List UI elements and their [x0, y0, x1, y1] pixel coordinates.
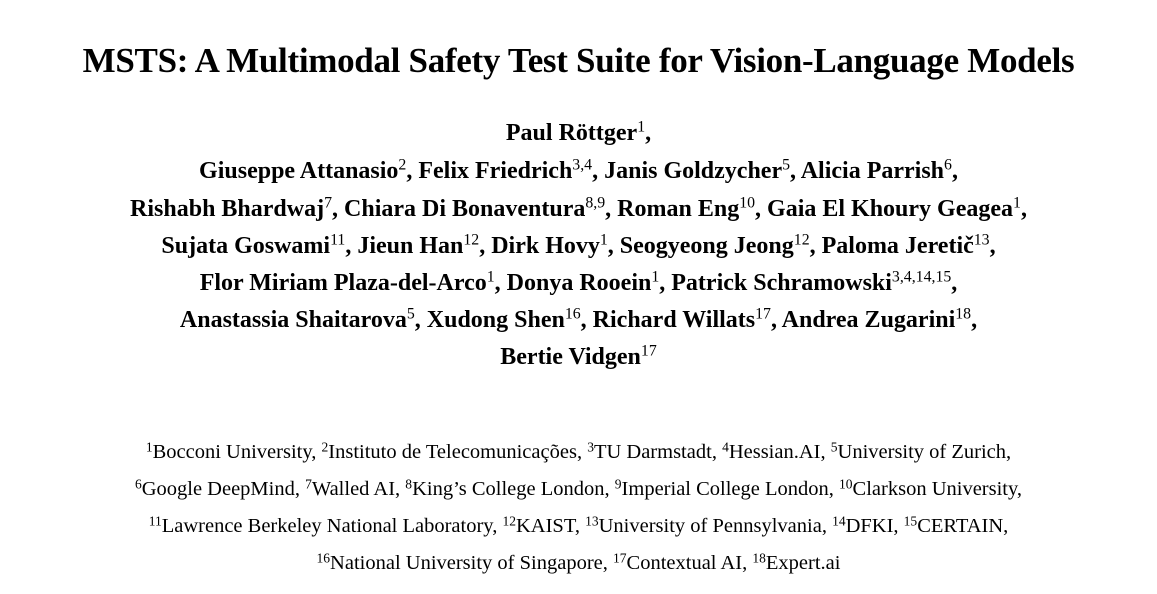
- affiliation-number: 1: [145, 439, 153, 455]
- author-affiliation-marker: 1: [637, 118, 646, 136]
- affiliation-separator: ,: [1016, 478, 1023, 500]
- affiliation-number: 5: [830, 439, 838, 455]
- author-name: Jieun Han: [357, 233, 464, 259]
- author-line: [0, 152, 1157, 190]
- author-name: Paul Röttger: [505, 120, 638, 146]
- affiliation-name: University of Pennsylvania: [598, 515, 822, 537]
- affiliation-separator: ,: [602, 552, 614, 574]
- author-affiliation-marker: 13: [973, 231, 990, 249]
- affiliation-name: Lawrence Berkeley National Laboratory: [161, 515, 493, 537]
- affiliation-number: 2: [321, 439, 329, 455]
- author-separator: ,: [951, 158, 958, 184]
- affiliation-name: National University of Singapore: [330, 552, 603, 574]
- author-name: Felix Friedrich: [418, 158, 573, 184]
- affiliation-number: 4: [722, 439, 729, 455]
- affiliation-number: 9: [614, 476, 622, 492]
- author-affiliation-marker: 2: [398, 156, 407, 174]
- author-affiliation-marker: 12: [463, 231, 480, 249]
- author-affiliation-marker: 10: [739, 194, 756, 212]
- affiliation-number: 17: [613, 550, 627, 566]
- affiliation-separator: ,: [294, 478, 306, 500]
- author-name: Gaia El Khoury Geagea: [767, 196, 1014, 222]
- author-affiliation-marker: 8,9: [585, 194, 606, 212]
- affiliation-separator: ,: [576, 441, 588, 463]
- author-name: Chiara Di Bonaventura: [344, 196, 586, 222]
- author-affiliation-marker: 1: [599, 231, 608, 249]
- affiliation-name: DFKI: [845, 515, 894, 537]
- author-line: [0, 265, 1157, 302]
- affiliation-line: [0, 545, 1157, 582]
- author-affiliation-marker: 1: [486, 268, 495, 286]
- author-affiliation-marker: 3,4,14,15: [891, 268, 952, 286]
- affiliation-name: Walled AI: [311, 478, 396, 500]
- affiliation-number: 6: [134, 476, 142, 492]
- author-separator: ,: [755, 196, 768, 222]
- author-separator: ,: [607, 233, 620, 259]
- author-separator: ,: [951, 270, 958, 296]
- author-separator: ,: [770, 307, 782, 333]
- author-name: Xudong Shen: [426, 307, 565, 333]
- author-name: Janis Goldzycher: [604, 158, 783, 184]
- author-affiliation-marker: 16: [564, 305, 581, 323]
- affiliation-separator: ,: [820, 441, 831, 463]
- author-line: [0, 228, 1157, 265]
- author-line: [0, 114, 1157, 152]
- author-name: Dirk Hovy: [491, 233, 600, 259]
- author-affiliation-marker: 17: [640, 342, 657, 360]
- affiliation-name: Contextual AI: [626, 552, 743, 574]
- author-separator: ,: [971, 307, 978, 333]
- author-affiliation-marker: 5: [782, 156, 791, 174]
- affiliation-separator: ,: [311, 441, 322, 463]
- affiliation-line: [0, 434, 1157, 471]
- author-name: Richard Willats: [592, 307, 756, 333]
- affiliation-line: [0, 471, 1157, 508]
- author-affiliation-marker: 18: [955, 305, 972, 323]
- author-separator: ,: [592, 158, 605, 184]
- affiliation-number: 11: [148, 513, 162, 529]
- author-name: Sujata Goswami: [161, 233, 331, 259]
- affiliation-name: Expert.ai: [765, 552, 841, 574]
- author-name: Donya Rooein: [506, 270, 652, 296]
- author-separator: ,: [809, 233, 822, 259]
- affiliation-number: 15: [903, 513, 918, 529]
- affiliation-name: TU Darmstadt: [593, 441, 712, 463]
- affiliation-number: 3: [587, 439, 594, 455]
- affiliation-name: Instituto de Telecomunicações: [328, 441, 577, 463]
- affiliation-separator: ,: [492, 515, 503, 537]
- author-affiliation-marker: 5: [406, 305, 415, 323]
- author-name: Anastassia Shaitarova: [179, 307, 407, 333]
- author-affiliation-marker: 3,4: [572, 156, 593, 174]
- author-separator: ,: [479, 233, 492, 259]
- affiliation-name: University of Zurich: [837, 441, 1007, 463]
- author-name: Paloma Jeretič: [821, 233, 974, 259]
- affiliation-separator: ,: [1006, 441, 1012, 463]
- author-separator: ,: [345, 233, 358, 259]
- author-line: [0, 339, 1157, 376]
- affiliation-separator: ,: [711, 441, 723, 463]
- author-list: [0, 114, 1157, 376]
- author-separator: ,: [406, 158, 419, 184]
- affiliation-name: CERTAIN: [917, 515, 1004, 537]
- affiliation-separator: ,: [821, 515, 833, 537]
- author-separator: ,: [1020, 196, 1027, 222]
- author-affiliation-marker: 6: [944, 156, 952, 174]
- author-affiliation-marker: 1: [651, 268, 660, 286]
- author-name: Patrick Schramowski: [671, 270, 892, 296]
- author-separator: ,: [790, 158, 801, 184]
- affiliation-name: Hessian.AI: [728, 441, 821, 463]
- author-separator: ,: [414, 307, 427, 333]
- affiliation-number: 14: [832, 513, 846, 529]
- author-separator: ,: [989, 233, 996, 259]
- author-name: Flor Miriam Plaza-del-Arco: [199, 270, 487, 296]
- affiliation-separator: ,: [893, 515, 904, 537]
- affiliation-name: Google DeepMind: [141, 478, 295, 500]
- author-name: Alicia Parrish: [800, 158, 945, 184]
- affiliation-number: 13: [585, 513, 599, 529]
- author-affiliation-marker: 7: [324, 194, 333, 212]
- author-name: Roman Eng: [617, 196, 740, 222]
- author-separator: ,: [332, 196, 345, 222]
- author-affiliation-marker: 12: [793, 231, 810, 249]
- affiliation-separator: ,: [742, 552, 753, 574]
- author-affiliation-marker: 17: [755, 305, 771, 323]
- affiliation-number: 8: [405, 476, 413, 492]
- affiliation-separator: ,: [574, 515, 586, 537]
- author-line: [0, 190, 1157, 228]
- affiliation-separator: ,: [604, 478, 615, 500]
- author-separator: ,: [494, 270, 507, 296]
- author-separator: ,: [605, 196, 618, 222]
- affiliation-number: 10: [839, 476, 853, 492]
- author-line: [0, 302, 1157, 339]
- author-separator: ,: [580, 307, 593, 333]
- affiliation-number: 16: [316, 550, 331, 566]
- author-name: Bertie Vidgen: [500, 344, 641, 370]
- affiliation-separator: ,: [395, 478, 406, 500]
- affiliation-separator: ,: [828, 478, 840, 500]
- author-name: Rishabh Bhardwaj: [130, 196, 325, 222]
- affiliation-list: [0, 434, 1157, 582]
- author-separator: ,: [645, 120, 652, 146]
- affiliation-separator: ,: [1003, 515, 1009, 537]
- affiliation-name: KAIST: [516, 515, 575, 537]
- author-affiliation-marker: 1: [1013, 194, 1021, 212]
- affiliation-name: King’s College London: [412, 478, 605, 500]
- affiliation-name: Bocconi University: [152, 441, 312, 463]
- author-name: Seogyeong Jeong: [619, 233, 794, 259]
- author-name: Giuseppe Attanasio: [199, 158, 399, 184]
- author-separator: ,: [659, 270, 672, 296]
- paper-title: MSTS: A Multimodal Safety Test Suite for Vision-Language Models: [82, 41, 1075, 81]
- affiliation-name: Imperial College London: [621, 478, 829, 500]
- affiliation-number: 18: [752, 550, 766, 566]
- author-affiliation-marker: 11: [330, 231, 346, 249]
- affiliation-number: 7: [305, 476, 312, 492]
- author-name: Andrea Zugarini: [781, 307, 956, 333]
- affiliation-name: Clarkson University: [852, 478, 1017, 500]
- affiliation-line: [0, 508, 1157, 545]
- affiliation-number: 12: [502, 513, 516, 529]
